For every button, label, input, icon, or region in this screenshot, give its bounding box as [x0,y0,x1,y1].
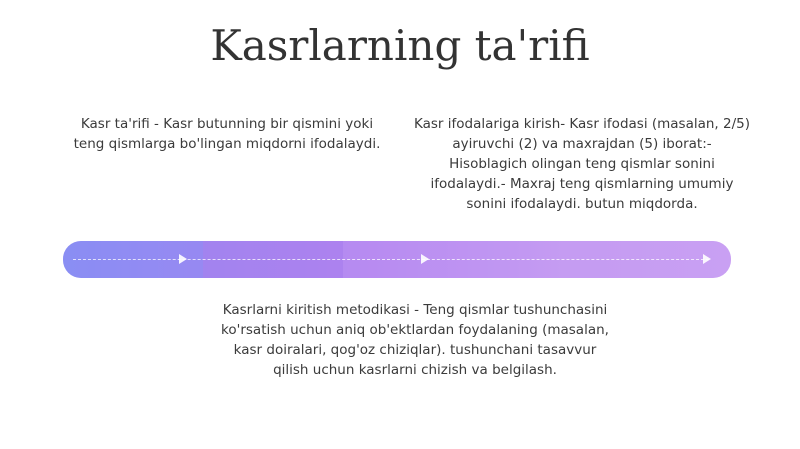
arrow-right-icon [179,254,187,264]
timeline-dashed-track [73,259,709,260]
timeline [63,241,731,278]
teaching-method-text-block: Kasrlarni kiritish metodikasi - Teng qismlar tushunchasini ko'rsatish uchun aniq ob'ektlardan foydalaning (masalan, kasr doiralari, qog'oz chiziqlar). tushunchani tasavvur qilish uchun kasrlarni chizish va belgilash. [221,302,609,378]
fraction-notation-text-block: Kasr ifodalariga kirish- Kasr ifodasi (masalan, 2/5) ayiruvchi (2) va maxrajdan (5) iborat:- Hisoblagich olingan teng qismlar sonini ifodalaydi.- Maxraj teng qismlarning umumiy sonini ifodalaydi. butun miqdorda. [413,116,751,212]
timeline-bar [63,241,731,278]
arrow-right-icon [703,254,711,264]
arrow-right-icon [421,254,429,264]
definition-text-block: Kasr ta'rifi - Kasr butunning bir qismini yoki teng qismlarga bo'lingan miqdorni ifodalaydi. [73,116,381,152]
slide-title: Kasrlarning ta'rifi [210,21,590,70]
